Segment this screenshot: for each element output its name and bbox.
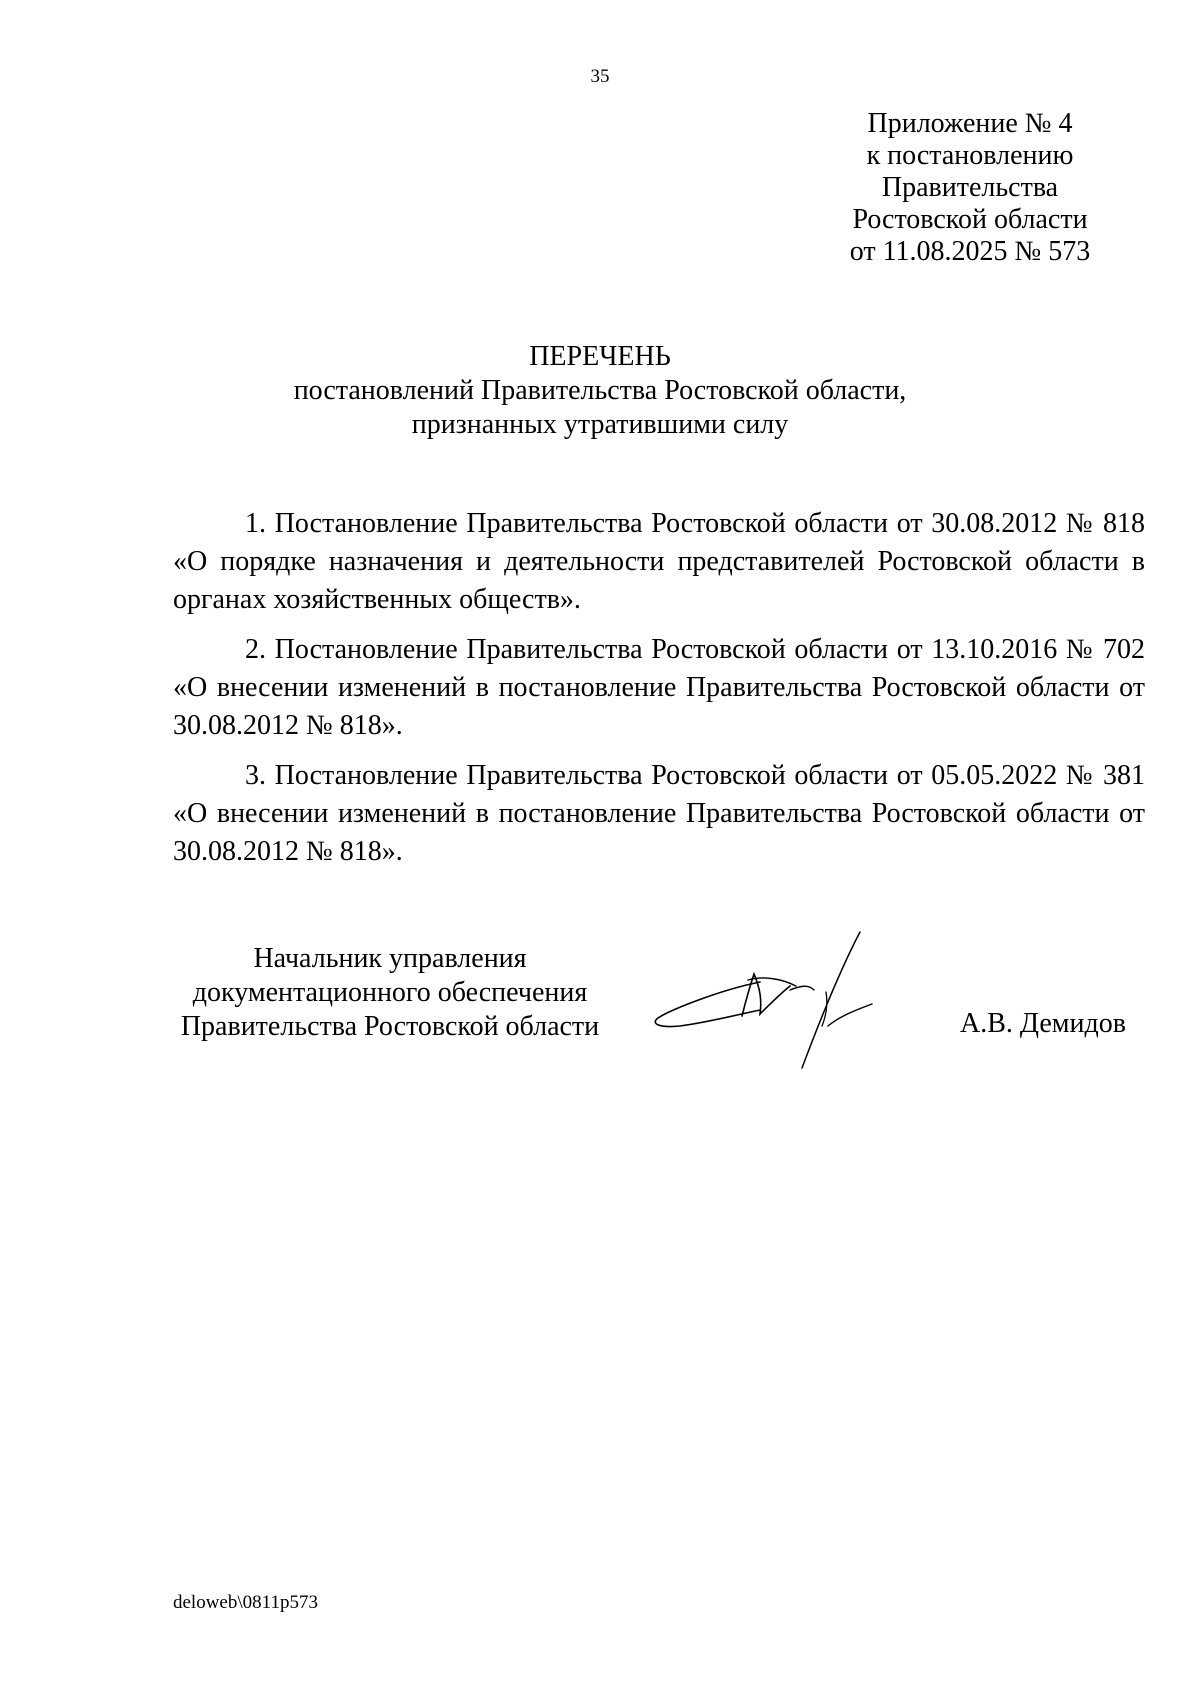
list-item: 2. Постановление Правительства Ростовской области от 13.10.2016 № 702 «О внесении изменений в постановление Правительства Ростовской области от 30.08.2012 № 818». bbox=[173, 634, 1145, 741]
resolution-list bbox=[173, 505, 1145, 883]
heading-subtitle: постановлений Правительства Ростовской области, bbox=[293, 375, 907, 406]
signatory-position-line: Начальник управления bbox=[253, 943, 527, 974]
heading-title: ПЕРЕЧЕНЬ bbox=[529, 341, 671, 372]
heading-subtitle: признанных утратившими силу bbox=[411, 409, 789, 440]
signatory-name: А.В. Демидов bbox=[960, 1008, 1126, 1039]
signatory-position-line: Правительства Ростовской области bbox=[180, 1011, 600, 1042]
signatory-position-line: документационного обеспечения bbox=[192, 977, 588, 1008]
document-heading bbox=[0, 340, 1200, 442]
appendix-line: Ростовской области bbox=[852, 204, 1088, 235]
appendix-line: Правительства bbox=[881, 172, 1059, 203]
appendix-line: от 11.08.2025 № 573 bbox=[849, 236, 1091, 267]
appendix-line: к постановлению bbox=[866, 140, 1074, 171]
page-number: 35 bbox=[590, 66, 610, 87]
handwritten-signature bbox=[650, 930, 930, 1090]
appendix-line: Приложение № 4 bbox=[867, 108, 1073, 139]
list-item: 1. Постановление Правительства Ростовской области от 30.08.2012 № 818 «О порядке назначения и деятельности представителей Ростовской области в органах хозяйственных обществ». bbox=[173, 508, 1145, 615]
document-code: deloweb\0811p573 bbox=[173, 1592, 318, 1613]
signatory-position bbox=[160, 942, 620, 1044]
appendix-block bbox=[820, 108, 1120, 268]
list-item: 3. Постановление Правительства Ростовской области от 05.05.2022 № 381 «О внесении изменений в постановление Правительства Ростовской области от 30.08.2012 № 818». bbox=[173, 760, 1145, 867]
